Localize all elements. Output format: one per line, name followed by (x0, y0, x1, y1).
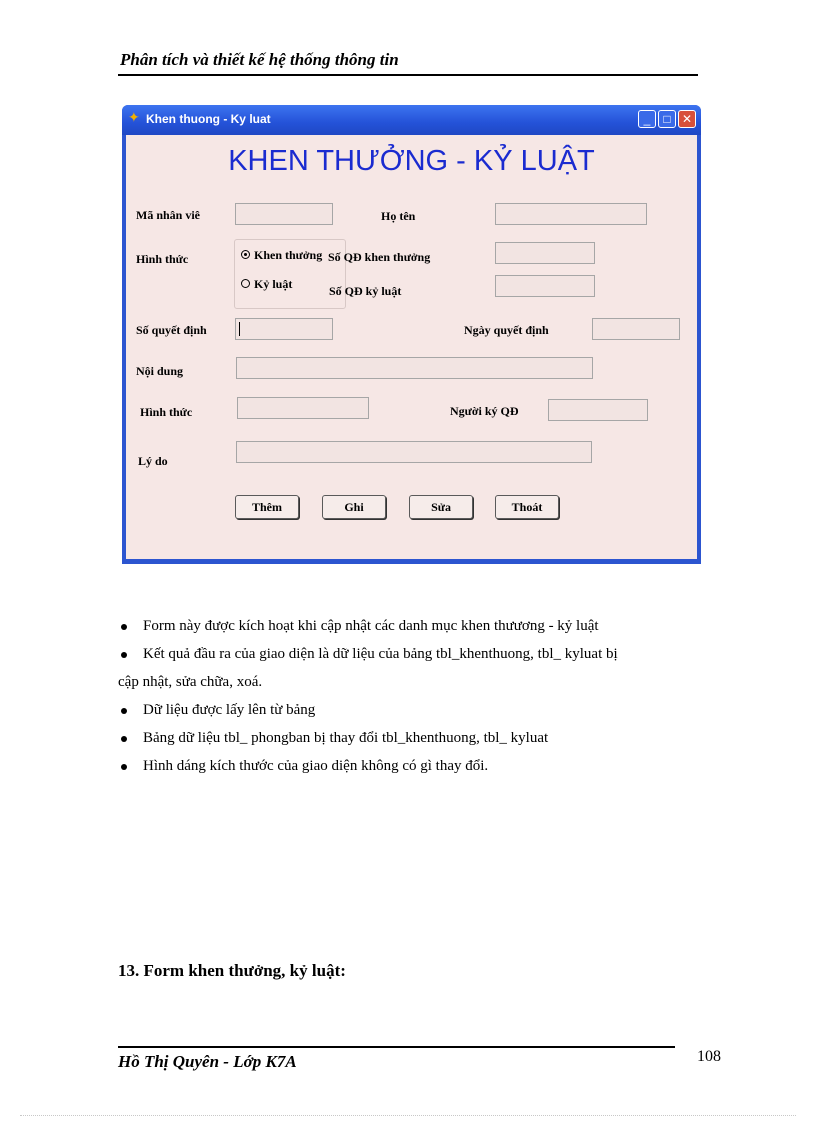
decision-date-input[interactable] (592, 318, 680, 340)
radio-selected-icon (241, 250, 250, 259)
discipline-radio-label: Kỷ luật (254, 277, 293, 291)
list-item-continuation: cập nhật, sửa chữa, xoá. (118, 674, 263, 690)
reward-decision-no-input[interactable] (495, 242, 595, 264)
radio-unselected-icon (241, 279, 250, 288)
window-title: Khen thuong - Ky luat (146, 112, 271, 126)
signer-label: Người ký QĐ (450, 404, 519, 418)
form-client-area (126, 135, 697, 559)
list-item: Kết quả đầu ra của giao diện là dữ liệu của bảng tbl_khenthuong, tbl_ kyluat bị (118, 640, 702, 668)
reason-input[interactable] (236, 441, 592, 463)
discipline-decision-no-input[interactable] (495, 275, 595, 297)
reward-decision-no-label: Số QĐ khen thưởng (328, 250, 431, 264)
signer-input[interactable] (548, 399, 648, 421)
form-type-label: Hình thức (136, 252, 189, 266)
list-item: Form này được kích hoạt khi cập nhật các danh mục khen thưương - kỷ luật (118, 612, 702, 640)
employee-id-input[interactable] (235, 203, 333, 225)
decision-no-input[interactable] (235, 318, 333, 340)
app-icon: ✦ (128, 111, 140, 126)
content-input[interactable] (236, 357, 593, 379)
reward-radio[interactable] (241, 248, 322, 263)
discipline-radio[interactable] (241, 277, 292, 292)
header-rule (118, 74, 698, 76)
reason-label: Lý do (138, 454, 168, 468)
list-item: Hình dáng kích thước của giao diện không có gì thay đổi. (118, 752, 702, 780)
reward-radio-label: Khen thưởng (254, 248, 323, 262)
bullet-list (118, 612, 702, 780)
maximize-button[interactable]: □ (658, 110, 676, 128)
list-item: Dữ liệu được lấy lên từ bảng (118, 696, 702, 724)
section-heading: 13. Form khen thưởng, kỷ luật: (118, 961, 346, 980)
page-number: 108 (697, 1048, 721, 1065)
form-heading: KHEN THƯỞNG - KỶ LUẬT (228, 145, 595, 177)
full-name-input[interactable] (495, 203, 647, 225)
document-header-title: Phân tích và thiết kế hệ thống thông tin (120, 50, 399, 69)
list-item: Bảng dữ liệu tbl_ phongban bị thay đổi tbl_khenthuong, tbl_ kyluat (118, 724, 702, 752)
minimize-button[interactable]: _ (638, 110, 656, 128)
form-type2-input[interactable] (237, 397, 369, 419)
app-window (122, 105, 701, 564)
footer-rule (118, 1046, 675, 1048)
full-name-label: Họ tên (381, 209, 416, 223)
decision-date-label: Ngày quyết định (464, 323, 549, 337)
edit-button[interactable]: Sửa (409, 495, 473, 519)
content-label: Nội dung (136, 364, 184, 378)
add-button[interactable]: Thêm (235, 495, 299, 519)
close-button[interactable]: ✕ (678, 110, 696, 128)
footer-author: Hồ Thị Quyên - Lớp K7A (118, 1052, 297, 1071)
exit-button[interactable]: Thoát (495, 495, 559, 519)
decision-no-label: Số quyết định (136, 323, 207, 337)
employee-id-label: Mã nhân viê (136, 208, 201, 222)
page-bottom-border (20, 1115, 796, 1116)
window-titlebar[interactable] (122, 105, 701, 135)
discipline-decision-no-label: Số QĐ kỷ luật (329, 284, 402, 298)
form-type2-label: Hình thức (140, 405, 193, 419)
save-button[interactable]: Ghi (322, 495, 386, 519)
